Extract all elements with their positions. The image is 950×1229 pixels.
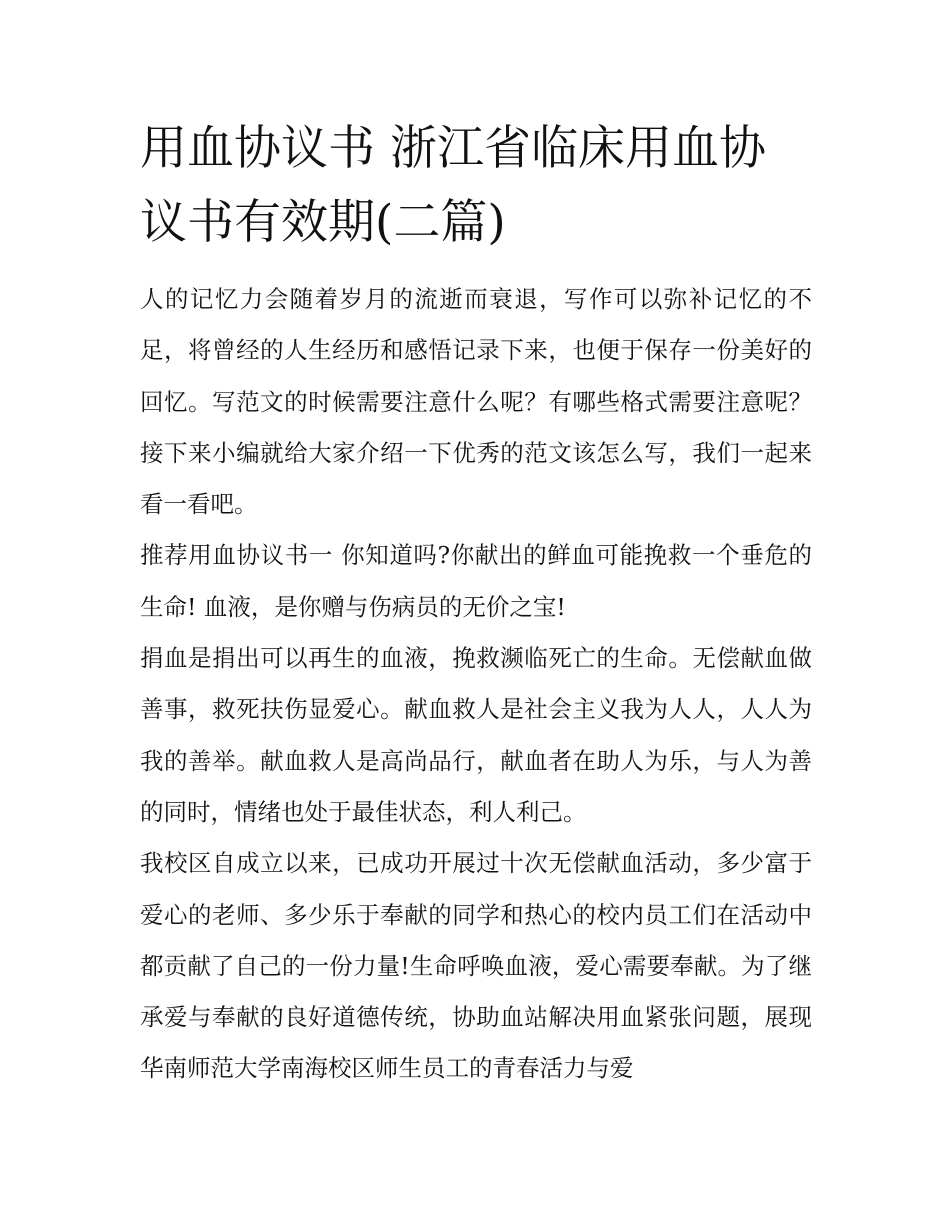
document-page xyxy=(140,112,812,1095)
paragraph-campus: 我校区自成立以来，已成功开展过十次无偿献血活动，多少富于爱心的老师、多少乐于奉献的同学和热心的校内员工们在活动中都贡献了自己的一份力量!生命呼唤血液，爱心需要奉献。为了继承爱与奉献的良好道德传统，协助血站解决用血紧张问题，展现华南师范大学南海校区师生员工的青春活力与爱 xyxy=(140,849,812,1083)
paragraph-recommend: 推荐用血协议书一 你知道吗?你献出的鲜血可能挽救一个垂危的生命! 血液，是你赠与伤病员的无价之宝! xyxy=(140,541,812,621)
paragraph-donation: 捐血是捐出可以再生的血液，挽救濒临死亡的生命。无偿献血做善事，救死扶伤显爱心。献血救人是社会主义我为人人，人人为我的善举。献血救人是高尚品行，献血者在助人为乐，与人为善的同时，情绪也处于最佳状态，利人利己。 xyxy=(140,644,812,826)
paragraph-intro: 人的记忆力会随着岁月的流逝而衰退，写作可以弥补记忆的不足，将曾经的人生经历和感悟记录下来，也便于保存一份美好的回忆。写范文的时候需要注意什么呢？有哪些格式需要注意呢？接下来小编就给大家介绍一下优秀的范文该怎么写，我们一起来看一看吧。 xyxy=(140,285,812,519)
document-title: 用血协议书 浙江省临床用血协议书有效期(二篇) xyxy=(140,121,766,250)
